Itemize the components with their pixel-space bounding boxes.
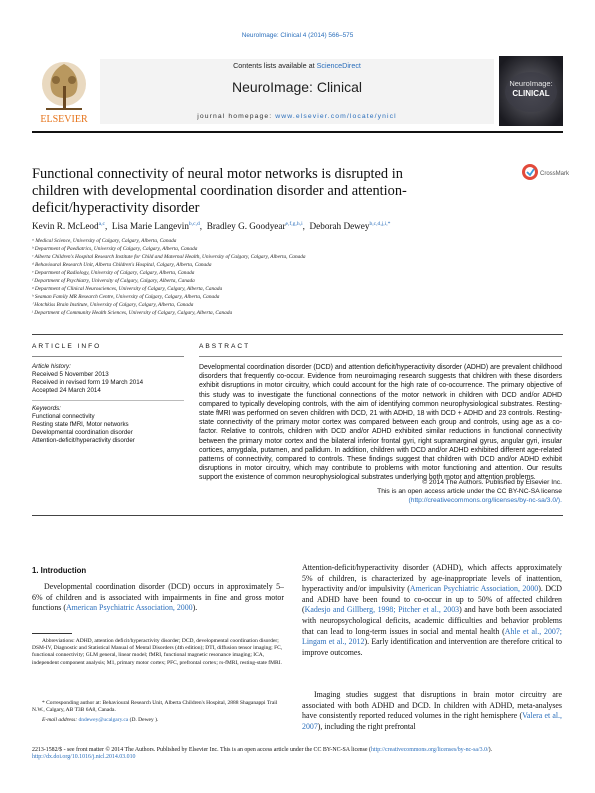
journal-homepage — [100, 113, 494, 120]
contents-prefix: Contents lists available at — [233, 61, 317, 70]
author-name[interactable]: Bradley G. Goodyear — [206, 221, 286, 232]
article-info-heading: ARTICLE INFO — [32, 343, 102, 350]
article-info-rule — [32, 356, 184, 357]
keyword: Functional connectivity — [32, 413, 95, 421]
author-name[interactable]: Deborah Dewey — [309, 221, 370, 232]
license-block — [199, 478, 562, 505]
author-name[interactable]: Lisa Marie Langevin — [111, 221, 189, 232]
issn-text-end: ). — [488, 747, 493, 753]
intro-text: ) and have both been associated with neuropsychological deficits, academic difficulties and behavior problems that can lead to long-term issues in social and mental health ( — [302, 605, 563, 636]
author-affiliation-marker[interactable]: a,c — [98, 221, 105, 227]
affiliation: ᵉ Department of Radiology, University of Calgary, Calgary, Alberta, Canada — [32, 270, 195, 276]
elsevier-logo[interactable] — [32, 56, 96, 126]
intro-text: Imaging studies suggest that disruptions in brain motor circuitry are associated with both ADHD and DCD. In children with ADHD, meta-analyses have consistently reported reduced volumes in the right hemisphere ( — [302, 690, 562, 721]
history-accepted: Accepted 24 March 2014 — [32, 387, 101, 395]
citation-link[interactable]: American Psychiatric Association, 2000 — [409, 584, 539, 594]
keywords-label: Keywords: — [32, 405, 61, 412]
abstract-heading: ABSTRACT — [199, 343, 251, 350]
history-revised: Received in revised form 19 March 2014 — [32, 379, 144, 387]
affiliation: ʰ Seaman Family MR Research Centre, University of Calgary, Calgary, Alberta, Canada — [32, 294, 220, 300]
article-history — [32, 363, 192, 395]
section-divider — [32, 334, 563, 335]
email-link[interactable]: dndewey@ucalgary.ca — [78, 717, 129, 723]
citation-link[interactable]: Valera et al., 2007 — [302, 711, 562, 731]
bottom-license-link[interactable]: http://creativecommons.org/licenses/by-nc-sa/3.0/ — [370, 747, 489, 753]
abstract-bottom-rule — [32, 515, 563, 516]
history-label: Article history: — [32, 363, 71, 370]
journal-name: NeuroImage: Clinical — [232, 79, 362, 95]
intro-right-paragraph-1 — [302, 563, 562, 658]
affiliation: ᵍ Department of Clinical Neurosciences, University of Calgary, Calgary, Alberta, Canada — [32, 286, 223, 292]
journal-cover-image[interactable] — [499, 56, 563, 126]
author-name[interactable]: Kevin R. McLeod — [32, 221, 99, 232]
keyword: Developmental coordination disorder — [32, 429, 133, 437]
copyright-line: © 2014 The Authors. Published by Elsevier Inc. — [422, 479, 562, 486]
header-divider — [32, 131, 563, 133]
keyword: Resting state fMRI, Motor networks — [32, 421, 129, 429]
license-line: This is an open access article under the CC BY-NC-SA license — [377, 488, 562, 496]
footnote-rule — [32, 633, 72, 634]
elsevier-wordmark: ELSEVIER — [40, 114, 88, 125]
intro-right-paragraph-2 — [302, 690, 562, 732]
intro-text: ), including the right prefrontal — [317, 721, 416, 731]
intro-text: ). — [192, 603, 198, 613]
intro-text: Developmental coordination disorder (DCD) occurs in approximately 5–6% of children and is associated with impairments in fine and gross motor functions ( — [32, 582, 284, 613]
affiliation: ᵈ Behavioural Research Unit, Alberta Children's Hospital, Calgary, Alberta, Canada — [32, 262, 212, 268]
abstract-text: Developmental coordination disorder (DCD) and attention deficit/hyperactivity disorder (ADHD) are prevalent childhood disorders that frequently co-occur. Evidence from neuroimaging research suggests that children with these disorders exhibit disruptions in motor circuitry, which could account for the high rate of co-occurrence. The primary objective of this study was to investigate the functional connections of the motor network in children with DCD and/or ADHD compared to typically developing controls, with the aim of identifying common neurophysiological substrates. Resting-state fMRI was performed on seven children with DCD, 21 with ADHD, 18 with DCD + ADHD and 23 controls. Resting-state connectivity of the primary motor cortex was compared between each group and controls, using age as a co-factor. Relative to controls, children with DCD and/or ADHD exhibited similar reductions in functional connectivity between the primary motor cortex and the bilateral inferior frontal gyri, right supramarginal gyrus, angular gyri, insular cortices, amygdala, putamen, and pallidum. In addition, children with DCD and/or ADHD exhibited different age-related patterns of connectivity, compared to controls. These findings suggest that children with DCD and/or ADHD exhibit disruptions in motor circuitry, which may contribute to problems with motor functioning and attention. Our results support the existence of common neurophysiological substrates underlying both motor and attention problems. — [199, 364, 562, 482]
author-affiliation-marker[interactable]: b,c,d,j,i,* — [369, 221, 391, 227]
history-received: Received 5 November 2013 — [32, 371, 109, 379]
intro-text: Attention-deficit/hyperactivity disorder (ADHD), which affects approximately 5% of children, is characterized by age-inappropriate levels of inattention, hyperactivity and/or impulsivity ( — [302, 563, 562, 594]
author-affiliation-marker[interactable]: b,c,d — [188, 221, 200, 227]
introduction-heading: 1. Introduction — [32, 566, 87, 575]
citation-link[interactable]: American Psychiatric Association, 2000 — [65, 603, 193, 613]
issn-doi-block — [32, 747, 563, 762]
corresponding-author-footnote: * Corresponding author at: Behavioural Research Unit, Alberta Children's Hospital, 2888 Shaganappi Trail N.W., Calgary, AB T3B 6A8, Canada. — [32, 700, 278, 714]
affiliation: ʲ Department of Community Health Sciences, University of Calgary, Calgary, Alberta, Canada — [32, 310, 233, 316]
journal-citation[interactable]: NeuroImage: Clinical 4 (2014) 566–575 — [241, 32, 354, 39]
author-affiliation-marker[interactable]: e,f,g,h,i — [285, 221, 303, 227]
affiliation: ᵃ Medical Science, University of Calgary, Calgary, Alberta, Canada — [32, 238, 177, 244]
crossmark-badge[interactable] — [521, 162, 570, 184]
sciencedirect-link[interactable]: ScienceDirect — [316, 61, 361, 70]
article-title: Functional connectivity of neural motor networks is disrupted in children with developmental coordination disorder and attention-deficit/hyperactivity disorder — [32, 166, 407, 216]
keywords-rule — [32, 400, 184, 401]
affiliation: ᶠ Department of Psychiatry, University of Calgary, Calgary, Alberta, Canada — [32, 278, 195, 284]
homepage-link[interactable]: www.elsevier.com/locate/ynicl — [275, 113, 397, 120]
citation-link[interactable]: Kadesjo and Gillberg, 1998; Pitcher et al., 2003 — [304, 605, 460, 615]
email-suffix: (D. Dewey ). — [128, 717, 159, 723]
affiliation: ⁱ Hotchkiss Brain Institute, University of Calgary, Calgary, Alberta, Canada — [32, 302, 194, 308]
email-footnote — [32, 717, 284, 724]
license-link[interactable]: (http://creativecommons.org/licenses/by-nc-sa/3.0/). — [408, 497, 562, 505]
citation-link[interactable]: Ahle et al., 2007; Lingam et al., 2012 — [302, 626, 562, 647]
affiliation: ᶜ Alberta Children's Hospital Research Institute for Child and Maternal Health, University of Calgary, Calgary, Alberta, Canada — [32, 254, 306, 260]
intro-text: ). DCD and ADHD have been found to co-occur in up to 50% of affected children ( — [302, 584, 562, 615]
intro-paragraph-1 — [32, 582, 284, 614]
issn-text: 2213-1582/$ - see front matter © 2014 The Authors. Published by Elsevier Inc. This is an open access article under the CC BY-NC-SA license ( — [32, 747, 371, 753]
contents-availability — [100, 61, 494, 70]
keywords — [32, 405, 192, 445]
affiliation: ᵇ Department of Paediatrics, University of Calgary, Calgary, Alberta, Canada — [32, 246, 198, 252]
intro-text: ). Early identification and intervention are therefore critical to improve outcomes. — [302, 637, 562, 657]
doi-link[interactable]: http://dx.doi.org/10.1016/j.nicl.2014.03.010 — [32, 754, 136, 761]
abstract-rule — [199, 356, 562, 357]
crossmark-label: CrossMark — [540, 171, 570, 177]
cover-title-line2: CLINICAL — [512, 89, 550, 98]
cover-title-line1: NeuroImage: — [509, 79, 553, 88]
author-list: Kevin R. McLeod$^{a,c}$, Lisa Marie Langevin$^{b,c,d}$, Bradley G. Goodyear$^{e,f,g,h,i}$, Deborah Dewey$^{b,c,d,j,i,*}$ — [32, 221, 391, 232]
abbreviations-footnote: Abbreviations: ADHD, attention deficit/hyperactivity disorder; DCD, developmental coordination disorder; DSM-IV, Diagnostic and Statistical Manual of Mental Disorders (4th edition); DTI, diffusion tensor imaging; FC, functional connectivity; GLM general, linear model; fMRI, functional magnetic resonance imaging; ICA, independent component analysis; M1, primary motor cortex; PFC, prefrontal cortex; rs-fMRI, resting-state fMRI. — [32, 638, 283, 666]
homepage-prefix: journal homepage: — [197, 113, 276, 120]
keyword: Attention-deficit/hyperactivity disorder — [32, 437, 135, 445]
email-label: E-mail address: — [42, 717, 79, 723]
